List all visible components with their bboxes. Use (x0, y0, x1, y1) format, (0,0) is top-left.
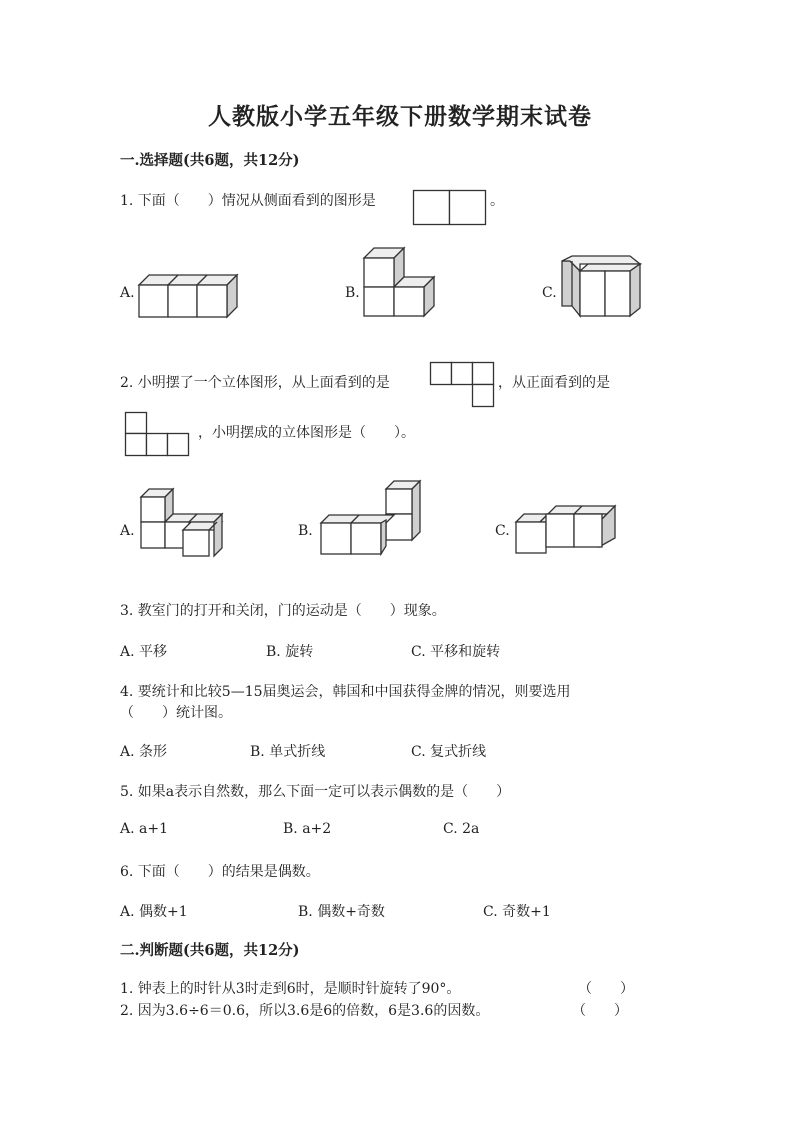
q2-option-c-figure (515, 505, 625, 560)
q3-option-b[interactable]: B. 旋转 (266, 644, 314, 660)
judgment-1-text: 1. 钟表上的时针从3时走到6时，是顺时针旋转了90°。 (120, 981, 461, 997)
question-2-text-end: ，小明摆成的立体图形是（ ）。 (198, 425, 415, 441)
q4-option-b[interactable]: B. 单式折线 (250, 744, 326, 760)
q1-option-c-figure (560, 256, 645, 322)
judgment-1-answer-paren[interactable]: （ ） (578, 981, 634, 997)
section-heading-judgment: 二.判断题(共6题，共12分) (120, 942, 300, 959)
q4-option-a[interactable]: A. 条形 (120, 744, 168, 760)
question-3-text: 3. 教室门的打开和关闭，门的运动是（ ）现象。 (120, 603, 446, 619)
question-2-text-mid: ，从正面看到的是 (498, 375, 610, 391)
question-2-text: 2. 小明摆了一个立体图形，从上面看到的是 (120, 375, 390, 391)
q5-option-b[interactable]: B. a+2 (283, 821, 332, 837)
q6-option-b[interactable]: B. 偶数+奇数 (298, 904, 385, 920)
question-5-text: 5. 如果a表示自然数，那么下面一定可以表示偶数的是（ ） (120, 784, 511, 800)
judgment-2-text: 2. 因为3.6÷6＝0.6，所以3.6是6的倍数，6是3.6的因数。 (120, 1003, 490, 1019)
q4-option-c[interactable]: C. 复式折线 (411, 744, 487, 760)
q3-option-c[interactable]: C. 平移和旋转 (411, 644, 501, 660)
q2-top-view-figure (430, 362, 500, 408)
question-1-text-end: 。 (490, 193, 504, 209)
question-4-text-cont: （ ）统计图。 (120, 705, 232, 721)
q1-option-b-figure (363, 246, 443, 321)
q2-option-a-figure (140, 488, 230, 558)
q2-option-b-figure (318, 480, 428, 560)
q1-option-c-label[interactable]: C. (542, 285, 557, 301)
q1-option-a-figure (138, 270, 243, 320)
q2-option-c-label[interactable]: C. (495, 523, 510, 539)
section-heading-choice: 一.选择题(共6题，共12分) (120, 152, 300, 169)
q1-option-b-label[interactable]: B. (345, 285, 360, 301)
q6-option-c[interactable]: C. 奇数+1 (483, 904, 551, 920)
q5-option-c[interactable]: C. 2a (443, 821, 480, 837)
q2-option-b-label[interactable]: B. (298, 523, 313, 539)
question-4-text: 4. 要统计和比较5—15届奥运会，韩国和中国获得金牌的情况，则要选用 (120, 684, 571, 700)
question-1-text: 1. 下面（ ）情况从侧面看到的图形是 (120, 193, 376, 209)
q3-option-a[interactable]: A. 平移 (120, 644, 168, 660)
q1-option-a-label[interactable]: A. (120, 285, 135, 301)
q1-side-view-figure (413, 190, 493, 226)
q5-option-a[interactable]: A. a+1 (120, 821, 168, 837)
page-title: 人教版小学五年级下册数学期末试卷 (208, 103, 592, 130)
judgment-2-answer-paren[interactable]: （ ） (572, 1003, 628, 1019)
question-6-text: 6. 下面（ ）的结果是偶数。 (120, 864, 320, 880)
q2-front-view-figure (125, 412, 195, 458)
q2-option-a-label[interactable]: A. (120, 523, 135, 539)
q6-option-a[interactable]: A. 偶数+1 (120, 904, 188, 920)
